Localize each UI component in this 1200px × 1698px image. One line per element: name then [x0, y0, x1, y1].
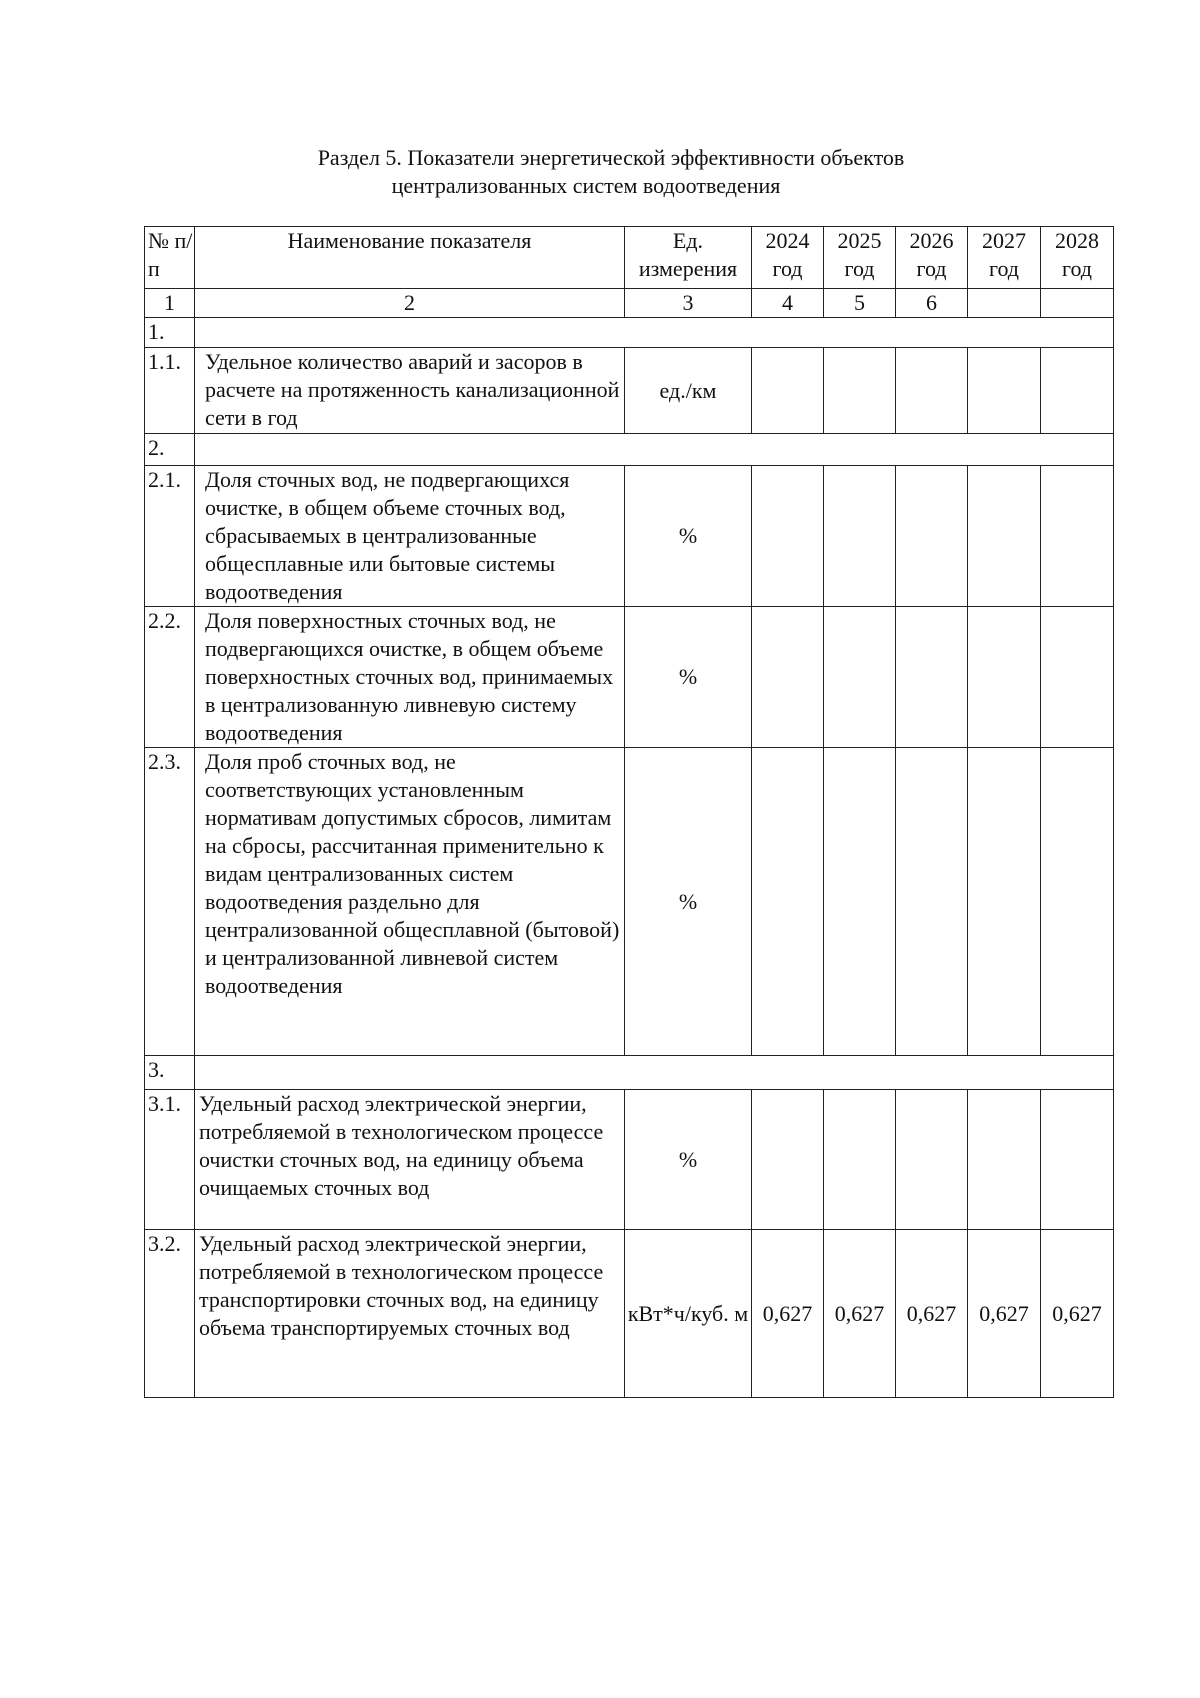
- header-year: 2024 год: [752, 227, 824, 289]
- indicator-name: Удельный расход электрической энергии, потребляемой в технологическом процессе очистки сточных вод, на единицу объема очищаемых сточных вод: [195, 1090, 625, 1230]
- value-cell: [1041, 748, 1114, 1056]
- section-cell: [195, 434, 1114, 466]
- value-cell: [752, 466, 824, 607]
- table-row: [145, 1230, 1114, 1398]
- value-cell: 0,627: [1041, 1230, 1114, 1398]
- indicators-table: [144, 226, 1114, 1398]
- row-number: 1.: [145, 318, 195, 348]
- table-row: [145, 1056, 1114, 1090]
- section-cell: [195, 1056, 1114, 1090]
- column-index: [1041, 289, 1114, 318]
- column-index: 4: [752, 289, 824, 318]
- section-title: [140, 144, 1120, 200]
- value-cell: 0,627: [824, 1230, 896, 1398]
- unit-cell: %: [625, 607, 752, 748]
- value-cell: [824, 1090, 896, 1230]
- row-number: 3.2.: [145, 1230, 195, 1398]
- unit-cell: %: [625, 1090, 752, 1230]
- header-name: Наименование показателя: [195, 227, 625, 289]
- row-number: 1.1.: [145, 348, 195, 434]
- table-row: [145, 348, 1114, 434]
- value-cell: [1041, 466, 1114, 607]
- value-cell: [752, 607, 824, 748]
- value-cell: [1041, 1090, 1114, 1230]
- value-cell: 0,627: [968, 1230, 1041, 1398]
- header-unit: Ед. измерения: [625, 227, 752, 289]
- indicator-name: Доля сточных вод, не подвергающихся очистке, в общем объеме сточных вод, сбрасываемых в централизованные общесплавные или бытовые системы водоотведения: [195, 466, 625, 607]
- header-year: 2027 год: [968, 227, 1041, 289]
- column-index: 5: [824, 289, 896, 318]
- table-row: [145, 1090, 1114, 1230]
- value-cell: [968, 466, 1041, 607]
- value-cell: [752, 348, 824, 434]
- value-cell: [1041, 348, 1114, 434]
- value-cell: [896, 466, 968, 607]
- value-cell: [752, 1090, 824, 1230]
- value-cell: 0,627: [752, 1230, 824, 1398]
- table-row: [145, 466, 1114, 607]
- row-number: 2.1.: [145, 466, 195, 607]
- column-index: 2: [195, 289, 625, 318]
- row-number: 3.1.: [145, 1090, 195, 1230]
- row-number: 3.: [145, 1056, 195, 1090]
- value-cell: [824, 348, 896, 434]
- value-cell: [968, 748, 1041, 1056]
- indicator-name: Доля проб сточных вод, не соответствующих установленным нормативам допустимых сбросов, лимитам на сбросы, рассчитанная применительно к видам централизованных систем водоотведения раздельно для централизованной общесплавной (бытовой) и централизованной ливневой систем водоотведения: [195, 748, 625, 1056]
- unit-cell: %: [625, 748, 752, 1056]
- value-cell: [896, 748, 968, 1056]
- indicator-name: Удельное количество аварий и засоров в расчете на протяженность канализационной сети в год: [195, 348, 625, 434]
- row-number: 2.: [145, 434, 195, 466]
- column-index: [968, 289, 1041, 318]
- value-cell: [968, 1090, 1041, 1230]
- value-cell: [824, 607, 896, 748]
- table-row: [145, 434, 1114, 466]
- table-row: [145, 748, 1114, 1056]
- row-number: 2.3.: [145, 748, 195, 1056]
- value-cell: [824, 466, 896, 607]
- column-index: 3: [625, 289, 752, 318]
- unit-cell: кВт*ч/куб. м: [625, 1230, 752, 1398]
- row-number: 2.2.: [145, 607, 195, 748]
- value-cell: [896, 607, 968, 748]
- value-cell: [896, 1090, 968, 1230]
- column-index: 1: [145, 289, 195, 318]
- section-cell: [195, 318, 1114, 348]
- table-header-row: [145, 227, 1114, 289]
- value-cell: [752, 748, 824, 1056]
- value-cell: [896, 348, 968, 434]
- unit-cell: ед./км: [625, 348, 752, 434]
- table-row: [145, 318, 1114, 348]
- indicator-name: Удельный расход электрической энергии, потребляемой в технологическом процессе транспортировки сточных вод, на единицу объема транспортируемых сточных вод: [195, 1230, 625, 1398]
- value-cell: 0,627: [896, 1230, 968, 1398]
- table-row: [145, 607, 1114, 748]
- title-line-2: централизованных систем водоотведения: [391, 173, 781, 198]
- value-cell: [1041, 607, 1114, 748]
- unit-cell: %: [625, 466, 752, 607]
- value-cell: [968, 348, 1041, 434]
- header-num: № п/п: [145, 227, 195, 289]
- column-index-row: [145, 289, 1114, 318]
- header-year: 2026 год: [896, 227, 968, 289]
- header-year: 2028 год: [1041, 227, 1114, 289]
- value-cell: [824, 748, 896, 1056]
- value-cell: [968, 607, 1041, 748]
- column-index: 6: [896, 289, 968, 318]
- title-line-1: Раздел 5. Показатели энергетической эффективности объектов: [317, 145, 905, 170]
- header-year: 2025 год: [824, 227, 896, 289]
- indicator-name: Доля поверхностных сточных вод, не подвергающихся очистке, в общем объеме поверхностных сточных вод, принимаемых в централизованную ливневую систему водоотведения: [195, 607, 625, 748]
